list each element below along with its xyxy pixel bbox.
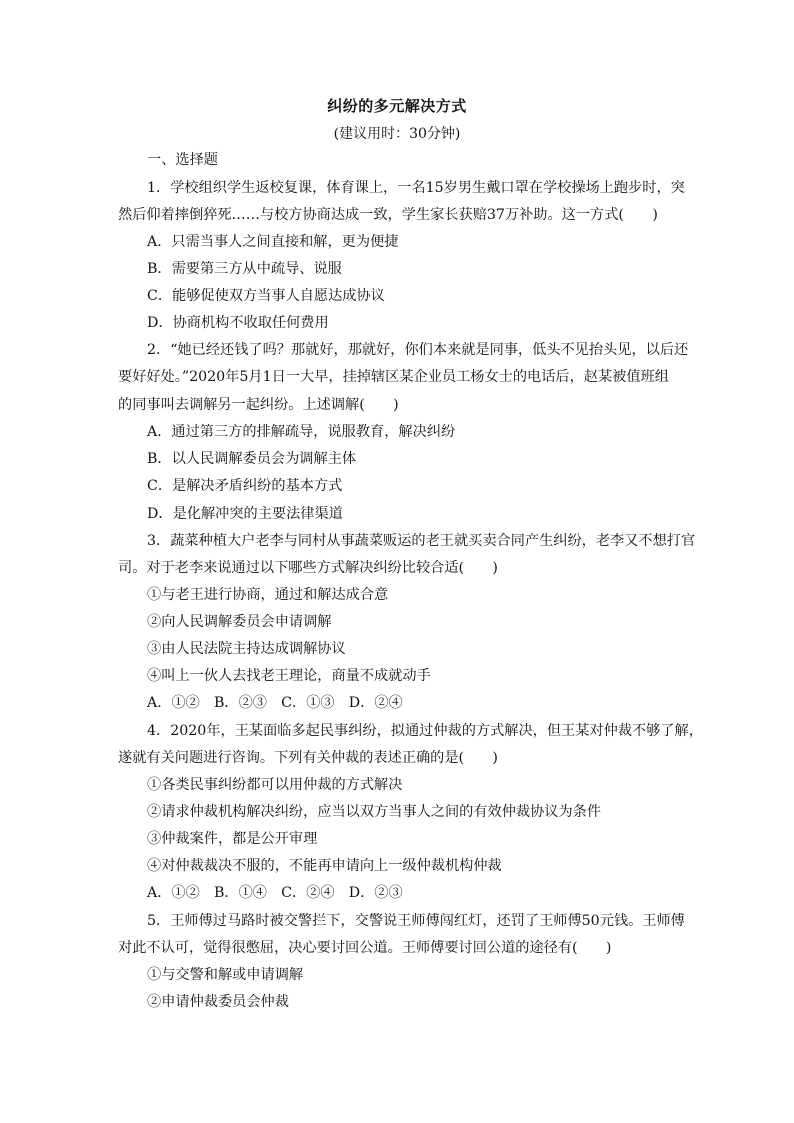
q1-option-d: D．协商机构不收取任何费用 [147,315,329,331]
q1-option-b: B．需要第三方从中疏导、说服 [147,261,342,277]
time-suggestion: (建议用时：30分钟) [333,126,461,142]
q3-stem-line-2: 司。对于老李来说通过以下哪些方式解决纠纷比较合适( ) [118,560,498,576]
q2-option-d: D．是化解冲突的主要法律渠道 [147,506,343,522]
q4-statement-2: ②请求仲裁机构解决纠纷，应当以双方当事人之间的有效仲裁协议为条件 [147,804,602,820]
q2-option-b: B．以人民调解委员会为调解主体 [147,451,357,467]
q2-option-c: C．是解决矛盾纠纷的基本方式 [147,478,343,494]
page-title: 纠纷的多元解决方式 [327,97,467,115]
q5-statement-1: ①与交警和解或申请调解 [147,967,304,983]
q4-statement-3: ③仲裁案件，都是公开审理 [147,831,318,847]
q1-option-a: A．只需当事人之间直接和解，更为便捷 [147,234,399,250]
q4-statement-4: ④对仲裁裁决不服的，不能再申请向上一级仲裁机构仲裁 [147,858,502,874]
section-heading: 一、选择题 [147,152,218,168]
q5-statement-2: ②申请仲裁委员会仲裁 [147,994,289,1010]
q2-stem-line-1: 2．“她已经还钱了吗？那就好，那就好，你们本来就是同事，低头不见抬头见，以后还 [147,342,689,358]
q5-stem-line-2: 对此不认可，觉得很憋屈，决心要讨回公道。王师傅要讨回公道的途径有( ) [118,940,612,956]
q3-statement-2: ②向人民调解委员会申请调解 [147,614,332,630]
q1-option-c: C．能够促使双方当事人自愿达成协议 [147,288,385,304]
q3-choices: A．①② B．②③ C．①③ D．②④ [147,695,403,711]
q4-stem-line-2: 遂就有关问题进行咨询。下列有关仲裁的表述正确的是( ) [118,750,498,766]
q3-statement-3: ③由人民法院主持达成调解协议 [147,641,346,657]
q1-stem-line-2: 然后仰着摔倒猝死……与校方协商达成一致，学生家长获赔37万补助。这一方式( ) [118,207,658,223]
q2-stem-line-3: 的同事叫去调解另一起纠纷。上述调解( ) [118,397,399,413]
q3-statement-1: ①与老王进行协商，通过和解达成合意 [147,587,389,603]
q3-stem-line-1: 3．蔬菜种植大户老李与同村从事蔬菜贩运的老王就买卖合同产生纠纷，老李又不想打官 [147,533,696,549]
q4-choices: A．①② B．①④ C．②④ D．②③ [147,885,403,901]
q2-stem-line-2: 要好好处。”2020年5月1日一大早，挂掉辖区某企业员工杨女士的电话后，赵某被值班组 [118,369,669,385]
q4-stem-line-1: 4．2020年，王某面临多起民事纠纷，拟通过仲裁的方式解决，但王某对仲裁不够了解， [147,723,703,739]
q3-statement-4: ④叫上一伙人去找老王理论，商量不成就动手 [147,668,431,684]
q2-option-a: A．通过第三方的排解疏导，说服教育，解决纠纷 [147,424,456,440]
q1-stem-line-1: 1．学校组织学生返校复课，体育课上，一名15岁男生戴口罩在学校操场上跑步时，突 [147,180,685,196]
q4-statement-1: ①各类民事纠纷都可以用仲裁的方式解决 [147,777,403,793]
q5-stem-line-1: 5．王师傅过马路时被交警拦下，交警说王师傅闯红灯，还罚了王师傅50元钱。王师傅 [147,913,685,929]
